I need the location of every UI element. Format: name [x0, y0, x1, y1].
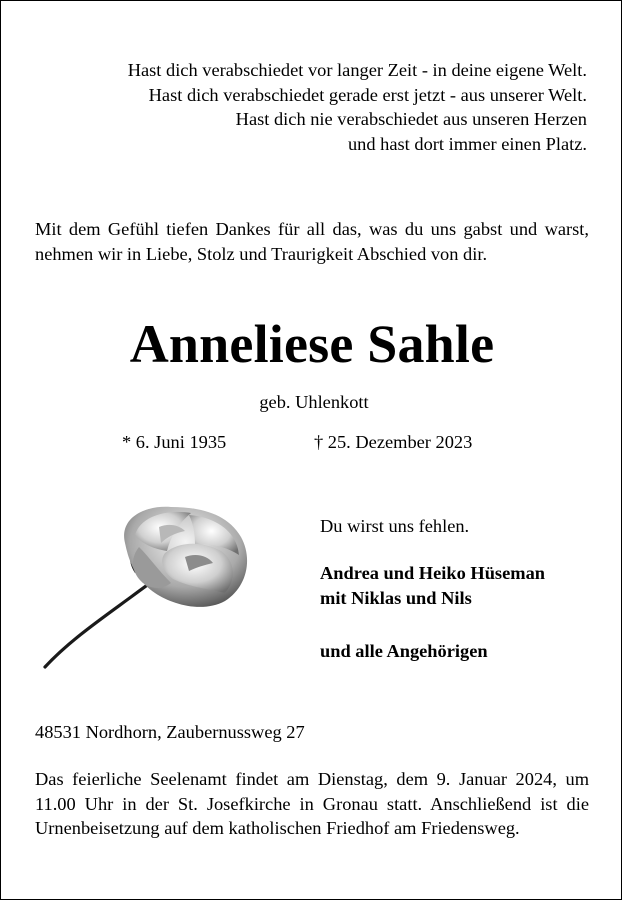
- poem-line: Hast dich verabschiedet vor langer Zeit - in deine eigene Welt.: [127, 60, 587, 80]
- maiden-name: geb. Uhlenkott: [259, 392, 369, 412]
- poem-line: Hast dich verabschiedet gerade erst jetzt - aus unserer Welt.: [148, 84, 587, 105]
- relatives-text: und alle Angehörigen: [320, 641, 488, 661]
- deceased-name: Anneliese Sahle: [129, 314, 495, 374]
- death-date: † 25. Dezember 2023: [314, 432, 473, 452]
- poem-line: Hast dich nie verabschiedet aus unseren Herzen: [235, 109, 587, 129]
- rose-icon: [39, 501, 254, 669]
- poem: [27, 58, 587, 156]
- birth-date: * 6. Juni 1935: [122, 432, 227, 452]
- address: 48531 Nordhorn, Zaubernussweg 27: [35, 722, 305, 742]
- intro-text: Mit dem Gefühl tiefen Dankes für all das, was du uns gabst und warst, nehmen wir in Liebe, Stolz und Traurigkeit Abschied von dir.: [35, 219, 589, 264]
- mourner-line: Andrea und Heiko Hüseman: [320, 563, 545, 583]
- mourner-names: [320, 561, 545, 611]
- service-text: Das feierliche Seelenamt findet am Dienstag, dem 9. Januar 2024, um 11.00 Uhr in der St. Josefkirche in Gronau statt. Anschließend ist die Urnenbeisetzung auf dem katholischen Friedhof am Friedensweg.: [35, 769, 589, 838]
- mourner-line: mit Niklas und Nils: [320, 588, 472, 608]
- poem-line: und hast dort immer einen Platz.: [347, 133, 587, 154]
- farewell-text: Du wirst uns fehlen.: [320, 516, 470, 536]
